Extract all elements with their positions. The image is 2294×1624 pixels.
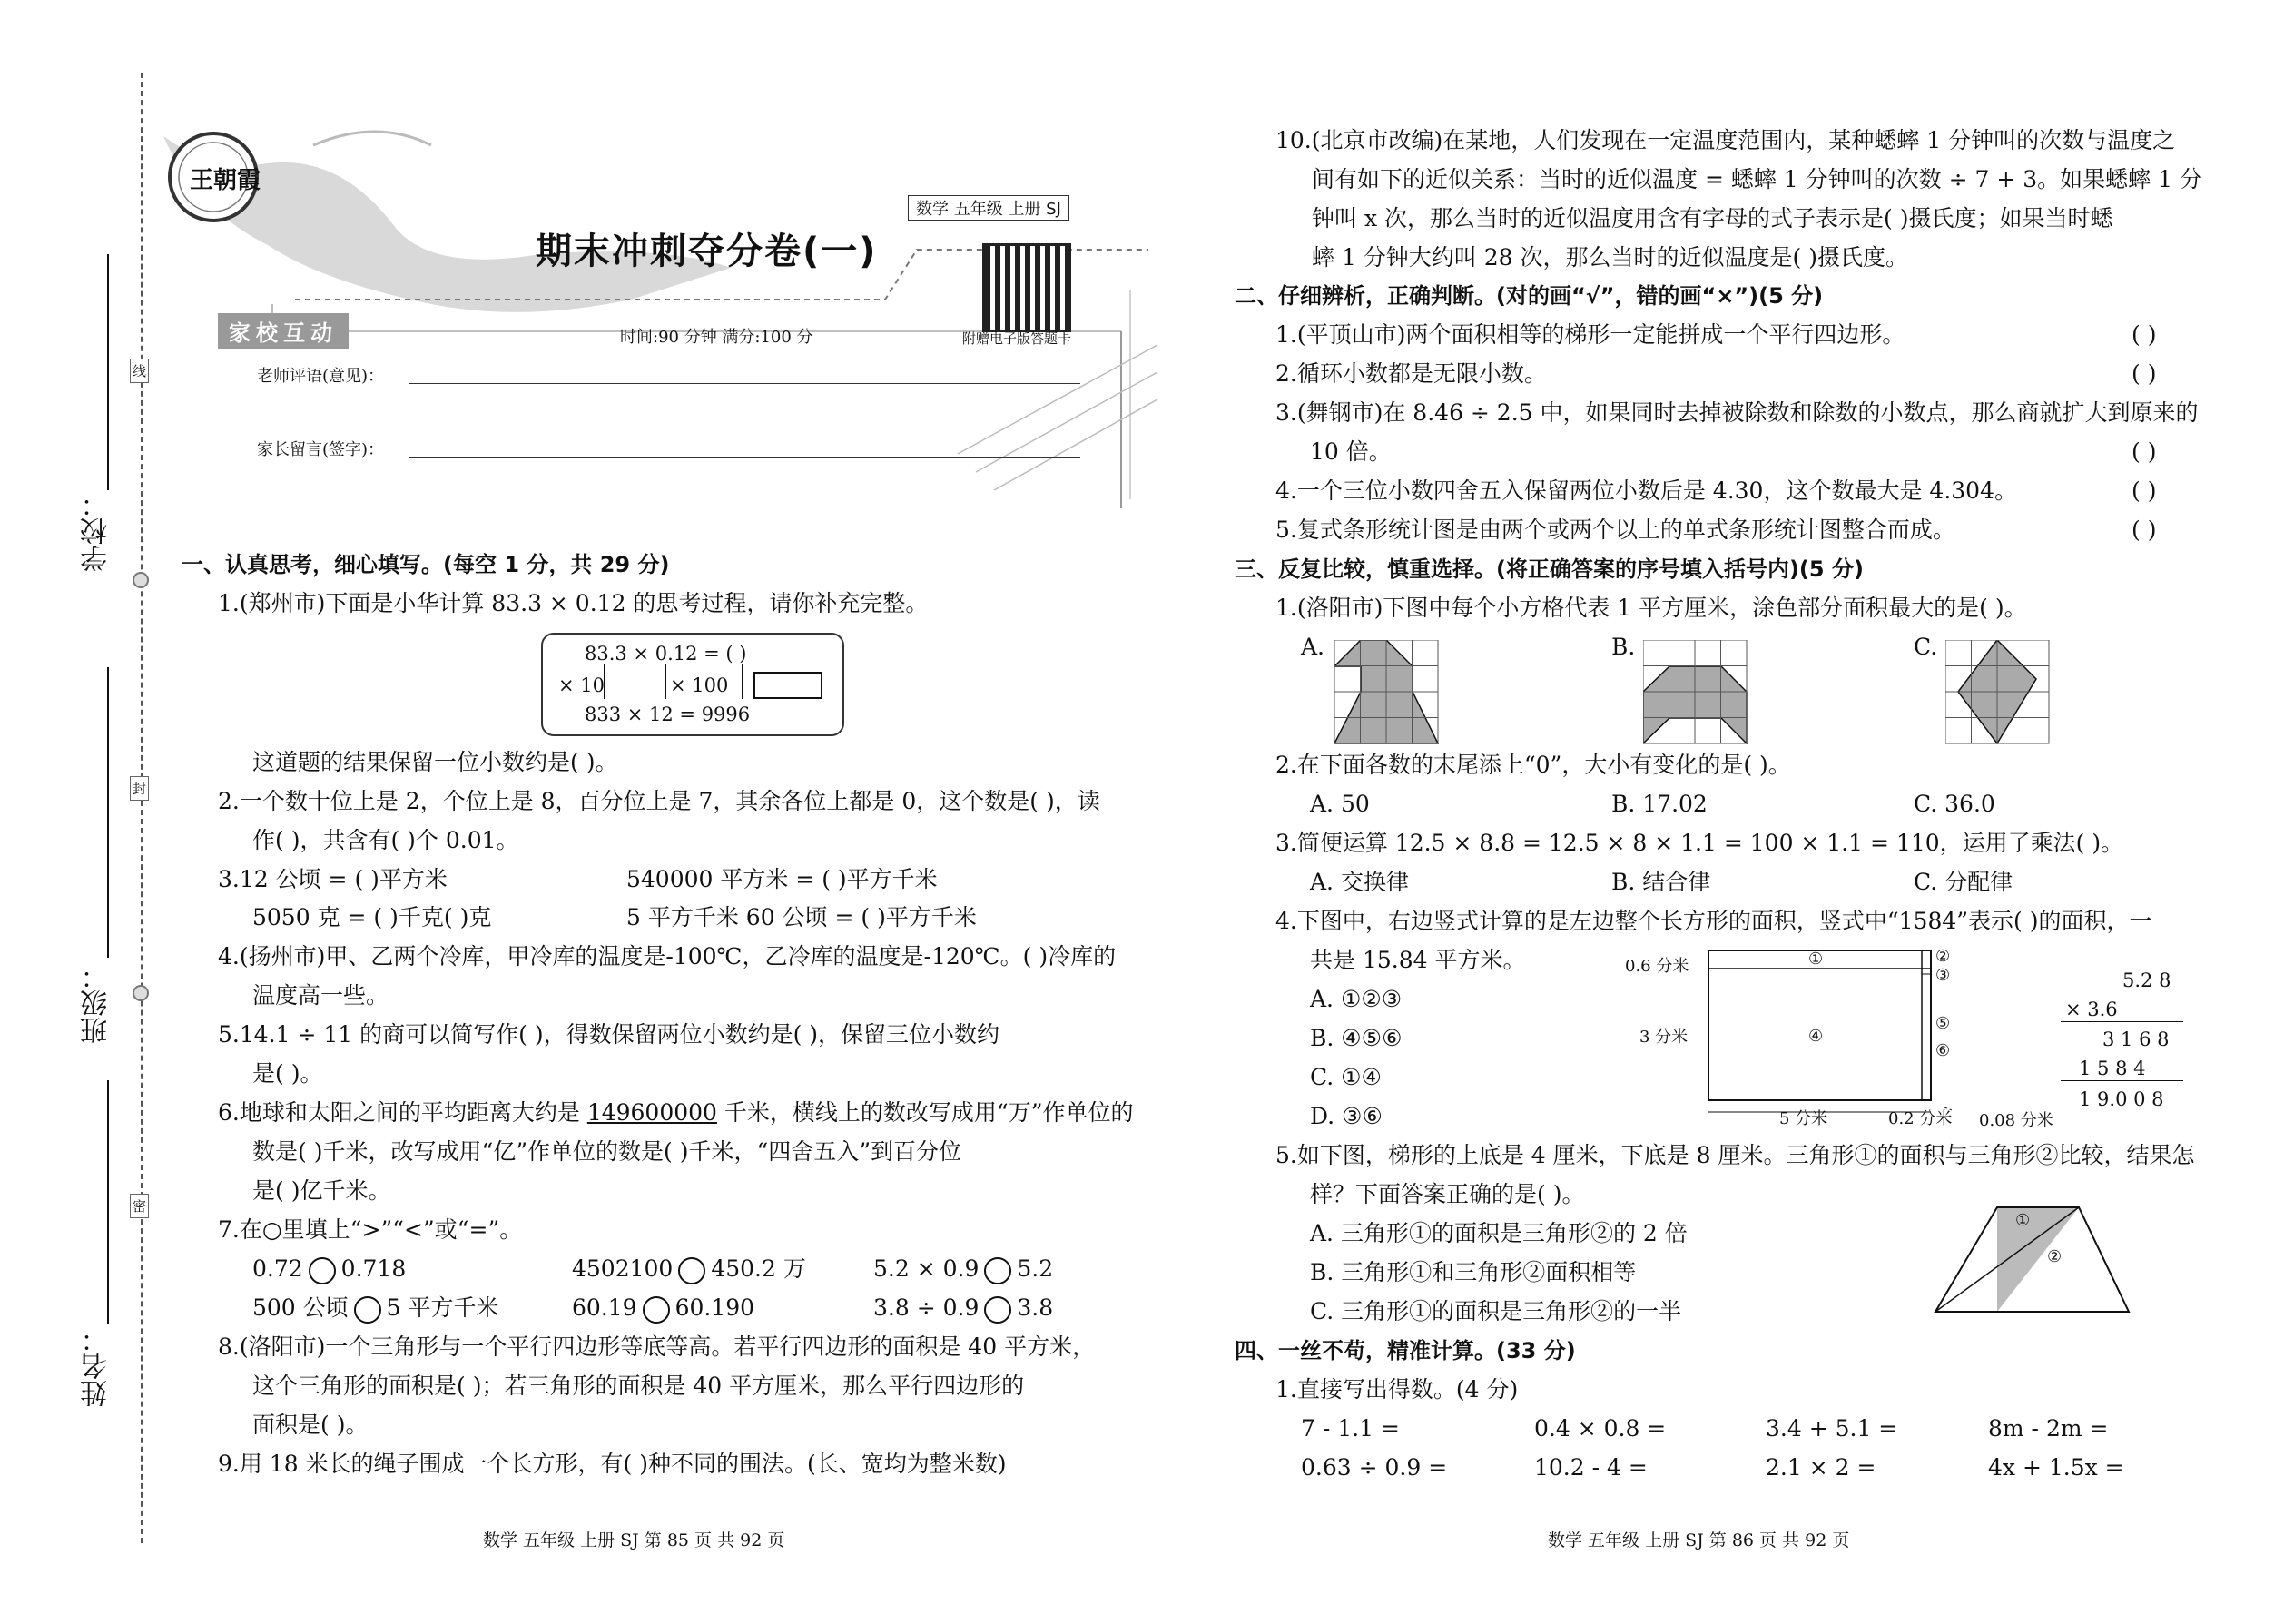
school-label: 学校： <box>81 490 113 572</box>
c5-opt-a[interactable]: A. 三角形①的面积是三角形②的 2 倍 <box>1310 1220 1688 1246</box>
choice-5-a: 5.如下图，梯形的上底是 4 厘米，下底是 8 厘米。三角形①的面积与三角形②比较，结果怎 <box>1275 1142 2195 1168</box>
judge-2: 2.循环小数都是无限小数。 <box>1275 360 1547 387</box>
fig4-r2: ② <box>1935 947 1951 966</box>
arrow-down-icon <box>665 664 666 699</box>
fig4-w3: 0.08 分米 <box>1979 1111 2053 1130</box>
q7-text: 7.在○里填上“>”“<”或“=”。 <box>218 1216 523 1243</box>
q4-line-a: 4.(扬州市)甲、乙两个冷库，甲冷库的温度是-100℃，乙冷库的温度是-120℃。( )冷库的 <box>218 943 1117 969</box>
calc-item: 7 - 1.1 = <box>1301 1415 1400 1442</box>
home-school-badge: 家校互动 <box>218 313 349 349</box>
calc-item: 3.4 + 5.1 = <box>1766 1415 1898 1442</box>
compare-circle[interactable] <box>643 1296 670 1324</box>
q1-tail: 这道题的结果保留一位小数约是( )。 <box>252 749 618 775</box>
q6-a1: 6.地球和太阳之间的平均距离大约是 <box>218 1099 587 1126</box>
compare-circle[interactable] <box>354 1296 381 1324</box>
choice-4-a: 4.下图中，右边竖式计算的是左边整个长方形的面积，竖式中“1584”表示( )的面积，一 <box>1275 908 2152 934</box>
grid-figure-a <box>1334 640 1439 744</box>
c3-opt-b[interactable]: B. 结合律 <box>1611 869 1711 895</box>
fig4-r3: ③ <box>1935 966 1951 985</box>
q2-line-a: 2.一个数十位上是 2，个位上是 8，百分位上是 7，其余各位上都是 0，这个数是( )，读 <box>218 788 1100 814</box>
grid-figure-b <box>1643 640 1748 744</box>
vert-2: × 3.6 <box>2065 999 2118 1020</box>
c3-opt-a[interactable]: A. 交换律 <box>1310 869 1409 895</box>
judge-1: 1.(平顶山市)两个面积相等的梯形一定能拼成一个平行四边形。 <box>1275 321 1905 348</box>
binding-mark-3: 密 <box>130 1194 149 1218</box>
fig4-h2: 3 分米 <box>1639 1028 1689 1047</box>
q6-line-b: 数是( )千米，改写成用“亿”作单位的数是( )千米，“四舍五入”到百分位 <box>252 1138 962 1165</box>
judge-3-paren[interactable]: ( ) <box>2132 438 2157 465</box>
fig4-w1: 5 分米 <box>1779 1109 1828 1128</box>
right-footer: 数学 五年级 上册 SJ 第 86 页 共 92 页 <box>1548 1530 1850 1550</box>
q7-item-6: 3.8 ÷ 0.9 3.8 <box>873 1294 1053 1324</box>
q5-line-a: 5.14.1 ÷ 11 的商可以简写作( )，得数保留两位小数约是( )，保留三位小数约 <box>218 1021 1000 1048</box>
binding-mark-1: 线 <box>130 359 149 383</box>
time-info: 时间:90 分钟 满分:100 分 <box>620 328 813 347</box>
calc-item: 8m - 2m = <box>1988 1415 2109 1442</box>
q10-line-d: 蟀 1 分钟大约叫 28 次，那么当时的近似温度是( )摄氏度。 <box>1312 244 1908 271</box>
c4-opt-d[interactable]: D. ③⑥ <box>1310 1103 1383 1129</box>
q3-b2: 5 平方千米 60 公顷 = ( )平方千米 <box>626 904 977 930</box>
q10-line-a: 10.(北京市改编)在某地，人们发现在一定温度范围内，某种蟋蟀 1 分钟叫的次数与温度之 <box>1275 127 2176 153</box>
section-2-title: 二、仔细辨析，正确判断。(对的画“√”，错的画“×”)(5 分) <box>1235 283 1824 309</box>
q6-line-c: 是( )亿千米。 <box>252 1177 391 1204</box>
q7-item-4: 500 公顷 5 平方千米 <box>252 1294 499 1324</box>
section-3-title: 三、反复比较，慎重选择。(将正确答案的序号填入括号内)(5 分) <box>1235 556 1864 582</box>
vert-4: 1 5 8 4 <box>2079 1058 2146 1079</box>
calc-item: 10.2 - 4 = <box>1534 1454 1648 1481</box>
binding-mark-2: 封 <box>130 776 149 801</box>
c1-opt-a[interactable]: A. <box>1301 634 1325 660</box>
q3-a2: 540000 平方米 = ( )平方千米 <box>626 866 938 892</box>
q6-number: 149600000 <box>586 1099 717 1126</box>
class-underline <box>107 667 109 958</box>
q10-line-c: 钟叫 x 次，那么当时的近似温度用含有字母的式子表示是( )摄氏度；如果当时蟋 <box>1312 205 2113 231</box>
vert-1: 5.2 8 <box>2122 969 2171 991</box>
judge-1-paren[interactable]: ( ) <box>2132 321 2157 348</box>
c4-opt-a[interactable]: A. ①②③ <box>1310 986 1403 1012</box>
fig4-r6: ⑥ <box>1935 1041 1951 1060</box>
q1-x10: × 10 <box>558 674 605 696</box>
left-footer: 数学 五年级 上册 SJ 第 85 页 共 92 页 <box>483 1530 785 1550</box>
grid-figure-c <box>1945 640 2050 744</box>
c2-opt-b[interactable]: B. 17.02 <box>1611 791 1708 817</box>
compare-circle[interactable] <box>309 1257 336 1284</box>
fig4-h1: 0.6 分米 <box>1625 957 1689 976</box>
choice-4-b: 共是 15.84 平方米。 <box>1310 947 1526 973</box>
choice-1: 1.(洛阳市)下图中每个小方格代表 1 平方厘米，涂色部分面积最大的是( )。 <box>1275 595 2027 621</box>
calc-item: 2.1 × 2 = <box>1766 1454 1876 1481</box>
trapezoid-figure <box>1934 1203 2133 1316</box>
brand-logo: 王朝霞 <box>190 167 261 194</box>
compare-circle[interactable] <box>984 1257 1011 1284</box>
teacher-comment-label: 老师评语(意见)： <box>257 367 385 386</box>
q1-text: 1.(郑州市)下面是小华计算 83.3 × 0.12 的思考过程，请你补充完整。 <box>218 590 929 616</box>
q6-line-a <box>218 1099 1133 1127</box>
c3-opt-c[interactable]: C. 分配律 <box>1914 869 2013 895</box>
binding-line <box>141 73 143 1543</box>
q7-item-3: 5.2 × 0.9 5.2 <box>873 1255 1053 1284</box>
judge-2-paren[interactable]: ( ) <box>2132 360 2157 387</box>
c5-opt-c[interactable]: C. 三角形①的面积是三角形②的一半 <box>1310 1298 1682 1324</box>
judge-4: 4.一个三位小数四舍五入保留两位小数后是 4.30，这个数最大是 4.304。 <box>1275 477 2017 504</box>
fig4-r4: ④ <box>1808 1027 1824 1046</box>
c4-opt-c[interactable]: C. ①④ <box>1310 1064 1382 1090</box>
choice-3: 3.简便运算 12.5 × 8.8 = 12.5 × 8 × 1.1 = 100 × 1.1 = 110，运用了乘法( )。 <box>1275 830 2124 856</box>
q5-line-b: 是( )。 <box>252 1060 323 1087</box>
judge-3: 3.(舞钢市)在 8.46 ÷ 2.5 中，如果同时去掉被除数和除数的小数点，那么商就扩大到原来的 <box>1275 399 2199 426</box>
vert-line <box>2061 1080 2183 1081</box>
q4-line-b: 温度高一些。 <box>252 982 389 1009</box>
c4-opt-b[interactable]: B. ④⑤⑥ <box>1310 1025 1403 1051</box>
page-title: 期末冲刺夺分卷(一) <box>536 231 878 272</box>
parent-comment-line[interactable] <box>409 457 1080 458</box>
vert-5: 1 9.0 0 8 <box>2079 1088 2164 1110</box>
judge-3b: 10 倍。 <box>1310 438 1392 465</box>
q2-line-b: 作( )，共含有( )个 0.01。 <box>252 827 519 853</box>
q8-line-b: 这个三角形的面积是( )；若三角形的面积是 40 平方厘米，那么平行四边形的 <box>252 1373 1025 1399</box>
compare-circle[interactable] <box>678 1257 705 1284</box>
c2-opt-a[interactable]: A. 50 <box>1310 791 1370 817</box>
q3-b1: 5050 克 = ( )千克( )克 <box>252 904 492 930</box>
class-label: 班级： <box>81 962 113 1044</box>
qr-code-icon <box>982 243 1071 332</box>
choice-2: 2.在下面各数的末尾添上“0”，大小有变化的是( )。 <box>1275 752 1791 778</box>
parent-comment-label: 家长留言(签字)： <box>257 440 385 459</box>
teacher-comment-line[interactable] <box>409 383 1080 384</box>
q9-text: 9.用 18 米长的绳子围成一个长方形，有( )种不同的围法。(长、宽均为整米数) <box>218 1451 1007 1477</box>
q7-item-5: 60.19 60.190 <box>572 1294 754 1324</box>
fig4-r1: ① <box>1808 950 1824 969</box>
q1-line3: 833 × 12 = 9996 <box>585 704 751 725</box>
calc-item: 0.63 ÷ 0.9 = <box>1301 1454 1448 1481</box>
fig4-w2: 0.2 分米 <box>1888 1109 1953 1128</box>
compare-circle[interactable] <box>984 1296 1011 1324</box>
arrow-down-icon <box>604 664 605 699</box>
q1-line1: 83.3 × 0.12 = ( ) <box>585 643 747 664</box>
q3-a1: 3.12 公顷 = ( )平方米 <box>218 866 448 892</box>
vert-3: 3 1 6 8 <box>2102 1029 2170 1050</box>
trap-t1: ① <box>2015 1211 2031 1230</box>
c1-opt-c[interactable]: C. <box>1914 634 1938 660</box>
c5-opt-b[interactable]: B. 三角形①和三角形②面积相等 <box>1310 1259 1637 1285</box>
calc-item: 4x + 1.5x = <box>1988 1454 2124 1481</box>
school-underline <box>107 254 109 490</box>
q6-a2: 千米，横线上的数改写成用“万”作单位的 <box>716 1099 1134 1126</box>
arrow-up-icon <box>742 664 743 699</box>
subject-bar: 数学 五年级 上册 SJ <box>908 195 1069 221</box>
q7-item-1: 0.72 0.718 <box>252 1255 406 1284</box>
judge-4-paren[interactable]: ( ) <box>2132 477 2157 504</box>
calc-title: 1.直接写出得数。(4 分) <box>1275 1376 1519 1403</box>
rectangle-figure <box>1707 949 1952 1130</box>
name-underline <box>107 1080 109 1324</box>
c1-opt-b[interactable]: B. <box>1611 634 1636 660</box>
name-label: 姓名： <box>81 1325 113 1407</box>
section-1-title: 一、认真思考，细心填写。(每空 1 分，共 29 分) <box>182 552 670 577</box>
q7-item-2: 4502100 450.2 万 <box>572 1255 806 1284</box>
q8-line-a: 8.(洛阳市)一个三角形与一个平行四边形等底等高。若平行四边形的面积是 40 平方米， <box>218 1334 1096 1360</box>
q1-answer-box[interactable] <box>753 672 822 699</box>
trap-t2: ② <box>2047 1247 2063 1266</box>
judge-5-paren[interactable]: ( ) <box>2132 517 2157 543</box>
section-4-title: 四、一丝不苟，精准计算。(33 分) <box>1235 1338 1576 1363</box>
judge-5: 5.复式条形统计图是由两个或两个以上的单式条形统计图整合而成。 <box>1275 517 1955 543</box>
q1-x100: × 100 <box>670 674 729 696</box>
qr-caption: 附赠电子版答题卡 <box>962 330 1072 347</box>
c2-opt-c[interactable]: C. 36.0 <box>1914 791 1995 817</box>
hole-icon <box>133 572 149 588</box>
q10-line-b: 间有如下的近似关系：当时的近似温度 = 蟋蟀 1 分钟叫的次数 ÷ 7 + 3。如果蟋蟀 1 分 <box>1312 166 2202 192</box>
hole-icon <box>133 985 149 1001</box>
choice-5-b: 样？下面答案正确的是( )。 <box>1310 1181 1585 1207</box>
q8-line-c: 面积是( )。 <box>252 1412 369 1438</box>
fig4-r5: ⑤ <box>1935 1014 1951 1033</box>
vert-line <box>2061 1021 2183 1022</box>
calc-item: 0.4 × 0.8 = <box>1534 1415 1667 1442</box>
